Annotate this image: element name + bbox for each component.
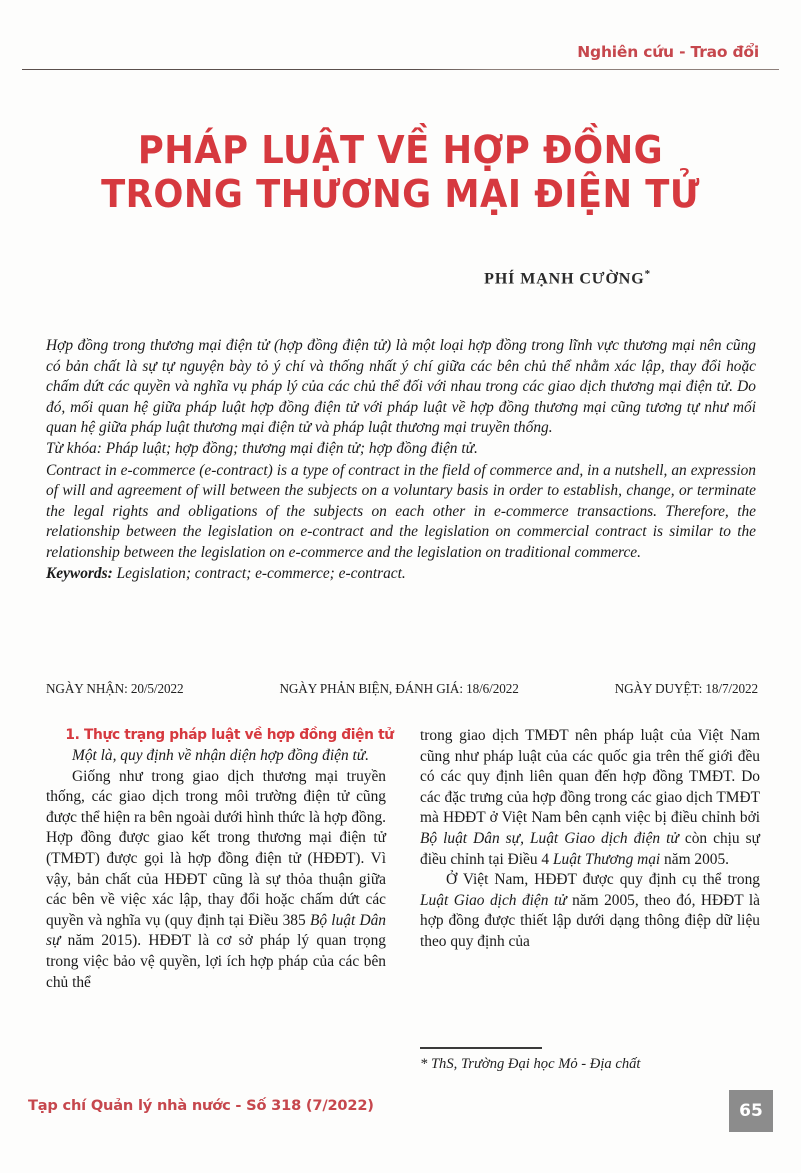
body-text: còn chịu sự điều chỉnh tại Điều 4 [420,829,760,868]
body-column-left [46,726,394,993]
body-paragraph-4 [420,870,760,952]
body-columns [46,726,760,1061]
law-reference-etransactions-law: Luật Giao dịch điện tử [420,891,567,909]
law-reference-civil-code: Bộ luật Dân sự [46,911,386,950]
author-footnote-marker: * [644,268,651,280]
footnote-affiliation: * ThS, Trường Đại học Mỏ - Địa chất [420,1056,641,1072]
publication-dates [46,681,758,697]
author-byline [0,268,801,288]
body-text: năm 2015). HĐĐT là cơ sở pháp lý quan trọng trong việc bảo vệ quyền, lợi ích hợp pháp của các bên chủ thể [46,932,386,991]
abstract-block [46,336,756,584]
body-paragraph-1: Một là, quy định về nhận diện hợp đồng điện tử. [72,747,370,764]
date-reviewed: NGÀY PHẢN BIỆN, ĐÁNH GIÁ: 18/6/2022 [279,681,519,696]
body-text: năm 2005, theo đó, HĐĐT là hợp đồng được thiết lập dưới dạng thông điệp dữ liệu theo quy định của [420,891,760,950]
keywords-label-en: Keywords: [46,564,113,582]
keywords-label-vi: Từ khóa: [46,439,102,457]
law-reference-civil-code-etransactions: Bộ luật Dân sự, Luật Giao dịch điện tử [420,829,679,847]
abstract-vietnamese: Hợp đồng trong thương mại điện tử (hợp đồng điện tử) là một loại hợp đồng trong lĩnh vực thương mại nên cũng có bản chất là sự tự nguyện bày tỏ ý chí và thống nhất ý chí giữa các bên chủ thể nhằm xác lập, thay đổi hoặc chấm dứt các quyền và nghĩa vụ pháp lý của các chủ thể đối với nhau trong các giao dịch thương mại điện tử. Do đó, mối quan hệ giữa pháp luật hợp đồng điện tử với pháp luật về hợp đồng thương mại cũng tương tự như mối quan hệ giữa pháp luật thương mại điện tử và pháp luật thương mại truyền thống. [46,337,756,437]
running-head: Nghiên cứu - Trao đổi [577,43,759,61]
article-title [0,128,801,216]
body-text: Giống như trong giao dịch thương mại truyền thống, các giao dịch trong môi trường điện tử cũng được thể hiện ra bên ngoài dưới hình thức là hợp đồng. Hợp đồng được giao kết trong thương mại điện tử (TMĐT) được gọi là hợp đồng điện tử (HĐĐT). Vì vậy, bản chất của HĐĐT cũng là sự thỏa thuận giữa các bên về việc xác lập, thay đổi hoặc chấm dứt các quyền và nghĩa vụ (quy định tại Điều 385 [46,767,386,929]
keywords-en: Legislation; contract; e-commerce; e-contract. [116,564,406,582]
keywords-vi: Pháp luật; hợp đồng; thương mại điện tử; hợp đồng điện tử. [105,439,478,457]
body-paragraph-2 [46,767,386,994]
article-title-line-1: PHÁP LUẬT VỀ HỢP ĐỒNG [137,128,664,172]
author-name: PHÍ MẠNH CƯỜNG [484,270,645,288]
body-text: Ở Việt Nam, HĐĐT được quy định cụ thể trong [446,871,760,889]
date-received: NGÀY NHẬN: 20/5/2022 [46,681,184,696]
abstract-english: Contract in e-commerce (e-contract) is a type of contract in the field of commerce and, in a nutshell, an expression of will and agreement of will between the subjects on a voluntary basis in order to establish, change, or terminate the legal rights and obligations of the subjects on each other in e-commerce transactions. Therefore, the relationship between the legislation on e-contract and the legislation on commercial contract is similar to the relationship between the legislation on e-commerce and the legislation on traditional commerce. [46,461,756,561]
abstract-vietnamese-keywords [46,439,756,460]
body-text: năm 2005. [660,850,730,868]
body-text: trong giao dịch TMĐT nên pháp luật của Việt Nam cũng như pháp luật của các quốc gia trên thế giới đều có các quy định liên quan đến hợp đồng TMĐT. Do các đặc trưng của hợp đồng trong các giao dịch TMĐT mà HĐĐT ở Việt Nam bên cạnh việc bị điều chỉnh bởi [420,727,760,827]
date-approved: NGÀY DUYỆT: 18/7/2022 [614,681,758,696]
article-title-line-2: TRONG THƯƠNG MẠI ĐIỆN TỬ [101,172,700,216]
section-heading-1: 1. Thực trạng pháp luật về hợp đồng điện tử [65,727,394,743]
page-number-badge: 65 [729,1090,773,1132]
body-column-right [420,726,760,953]
abstract-english-keywords [46,564,756,585]
footnote-divider [420,1047,542,1049]
header-divider [22,69,779,70]
footer-journal-title: Tạp chí Quản lý nhà nước - Số 318 (7/2022) [28,1097,374,1114]
body-paragraph-3 [420,726,760,870]
law-reference-commercial-law: Luật Thương mại [552,850,661,868]
